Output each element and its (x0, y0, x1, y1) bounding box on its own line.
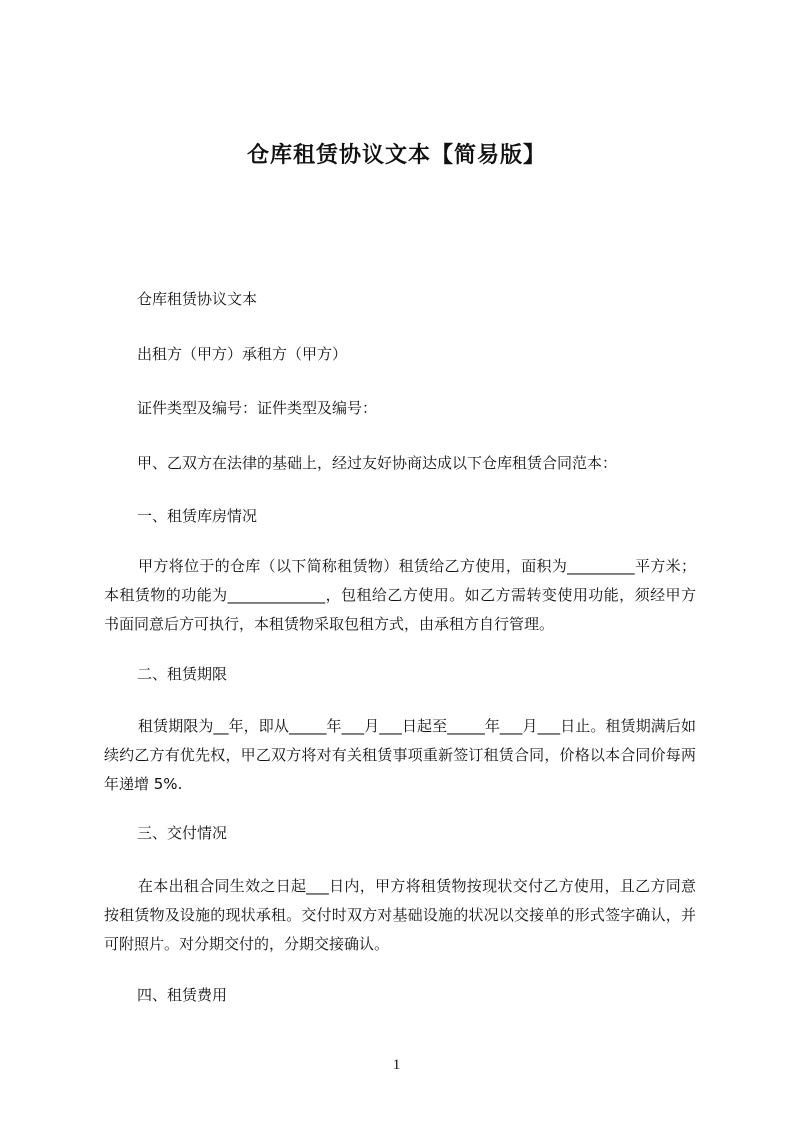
section-1-body: 甲方将位于的仓库（以下简称租赁物）租赁给乙方使用，面积为_________平方米；本租赁物的功能为_____________，包租给乙方使用。如乙方需转变使用功能，须经甲方书面同意后方可执行，本租赁物采取包租方式，由承租方自行管理。 (104, 557, 696, 633)
document-title: 仓库租赁协议文本【简易版】 (246, 143, 546, 168)
section-2-body: 租赁期限为__年，即从_____年___月___日起至_____年___月___日止。租赁期满后如续约乙方有优先权，甲乙双方将对有关租赁事项重新签订租赁合同，价格以本合同价每两年递增 5%. (104, 717, 696, 793)
id-type-line: 证件类型及编号：证件类型及编号： (137, 399, 378, 417)
section-2-heading: 二、租赁期限 (137, 665, 228, 683)
section-3-heading: 三、交付情况 (137, 824, 228, 842)
section-3-body: 在本出租合同生效之日起___日内，甲方将租赁物按现状交付乙方使用，且乙方同意按租赁物及设施的现状承租。交付时双方对基础设施的状况以交接单的形式签字确认，并可附照片。对分期交付的，分期交接确认。 (104, 877, 696, 953)
section-1-heading: 一、租赁库房情况 (137, 507, 258, 525)
section-4-heading: 四、租赁费用 (137, 986, 228, 1004)
parties-line: 出租方（甲方）承租方（甲方） (137, 345, 348, 363)
preamble-line: 甲、乙双方在法律的基础上，经过友好协商达成以下仓库租赁合同范本： (137, 454, 618, 472)
page-number: 1 (392, 1057, 401, 1073)
contract-heading: 仓库租赁协议文本 (137, 290, 258, 308)
